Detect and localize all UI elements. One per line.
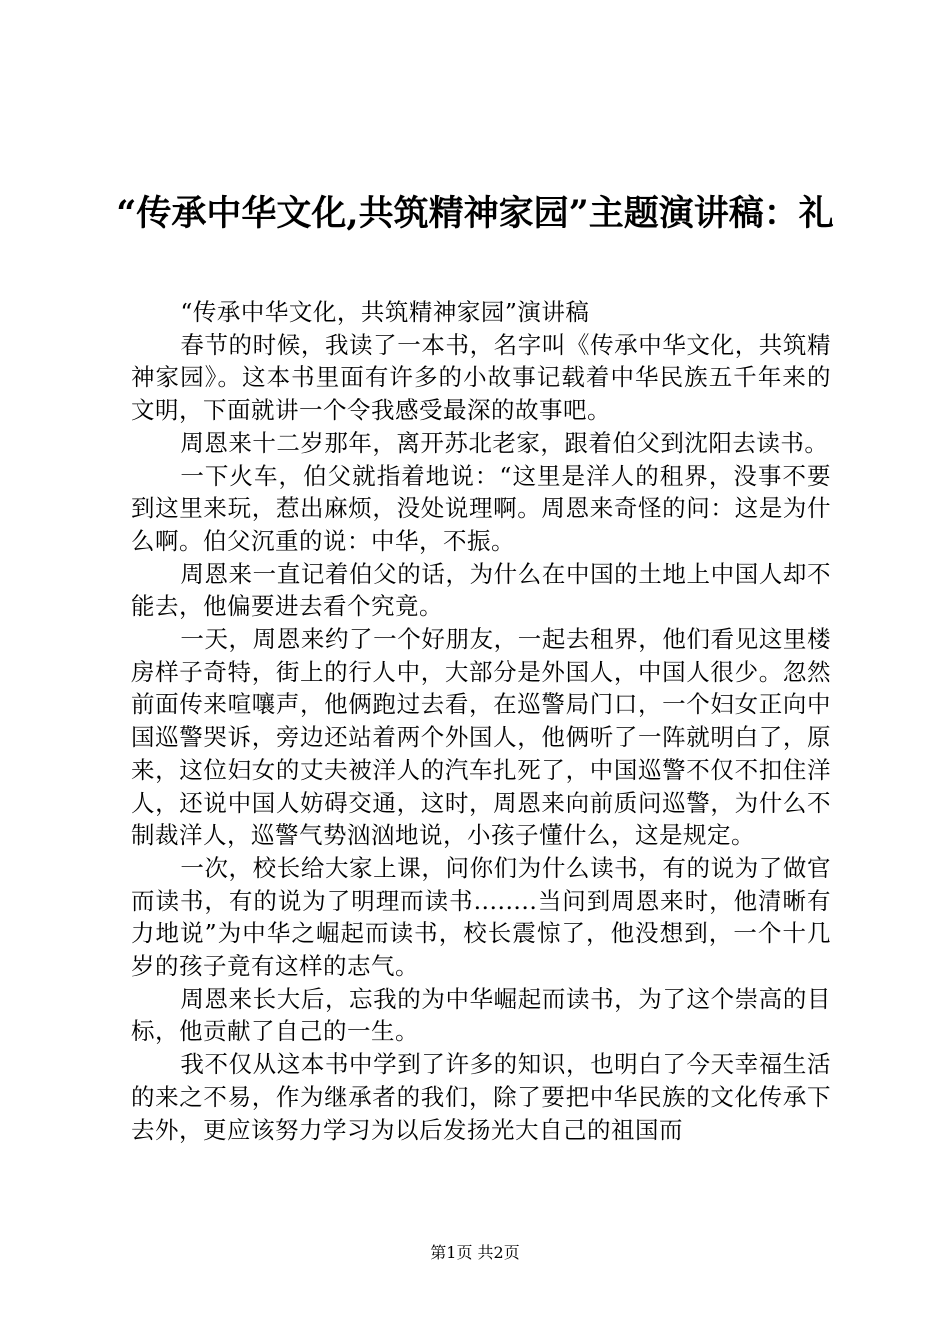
paragraph: 周恩来长大后，忘我的为中华崛起而读书，为了这个崇高的目标，他贡献了自己的一生。: [131, 984, 831, 1046]
speech-subtitle: “传承中华文化，共筑精神家园”演讲稿: [180, 298, 590, 326]
page-footer: 第1页 共2页: [430, 1243, 520, 1262]
paragraph: 一下火车，伯父就指着地说：“这里是洋人的租界，没事不要到这里来玩，惹出麻烦，没处说理啊。周恩来奇怪的问：这是为什么啊。伯父沉重的说：中华，不振。: [131, 461, 831, 555]
document-body: [131, 296, 831, 1146]
paragraph: 一次，校长给大家上课，问你们为什么读书，有的说为了做官而读书，有的说为了明理而读书........当问到周恩来时，他清晰有力地说”为中华之崛起而读书，校长震惊了，他没想到，一个十几岁的孩子竟有这样的志气。: [131, 853, 831, 981]
paragraph: 春节的时候，我读了一本书，名字叫《传承中华文化，共筑精神家园》。这本书里面有许多的小故事记载着中华民族五千年来的文明，下面就讲一个令我感受最深的故事吧。: [131, 330, 831, 425]
paragraph: 周恩来十二岁那年，离开苏北老家，跟着伯父到沈阳去读书。: [180, 428, 829, 457]
paragraph: 一天，周恩来约了一个好朋友，一起去租界，他们看见这里楼房样子奇特，街上的行人中，大部分是外国人，中国人很少。忽然前面传来喧嚷声，他俩跑过去看，在巡警局门口，一个妇女正向中国巡警哭诉，旁边还站着两个外国人，他俩听了一阵就明白了，原来，这位妇女的丈夫被洋人的汽车扎死了，中国巡警不仅不扣住洋人，还说中国人妨碍交通，这时，周恩来向前质问巡警，为什么不制裁洋人，巡警气势汹汹地说，小孩子懂什么，这是规定。: [131, 625, 831, 850]
document-title: “传承中华文化,共筑精神家园”主题演讲稿：礼: [116, 193, 834, 234]
paragraph: 周恩来一直记着伯父的话，为什么在中国的土地上中国人却不能去，他偏要进去看个究竟。: [131, 559, 831, 621]
paragraph: 我不仅从这本书中学到了许多的知识，也明白了今天幸福生活的来之不易，作为继承者的我们，除了要把中华民族的文化传承下去外，更应该努力学习为以后发扬光大自己的祖国而: [131, 1050, 831, 1144]
